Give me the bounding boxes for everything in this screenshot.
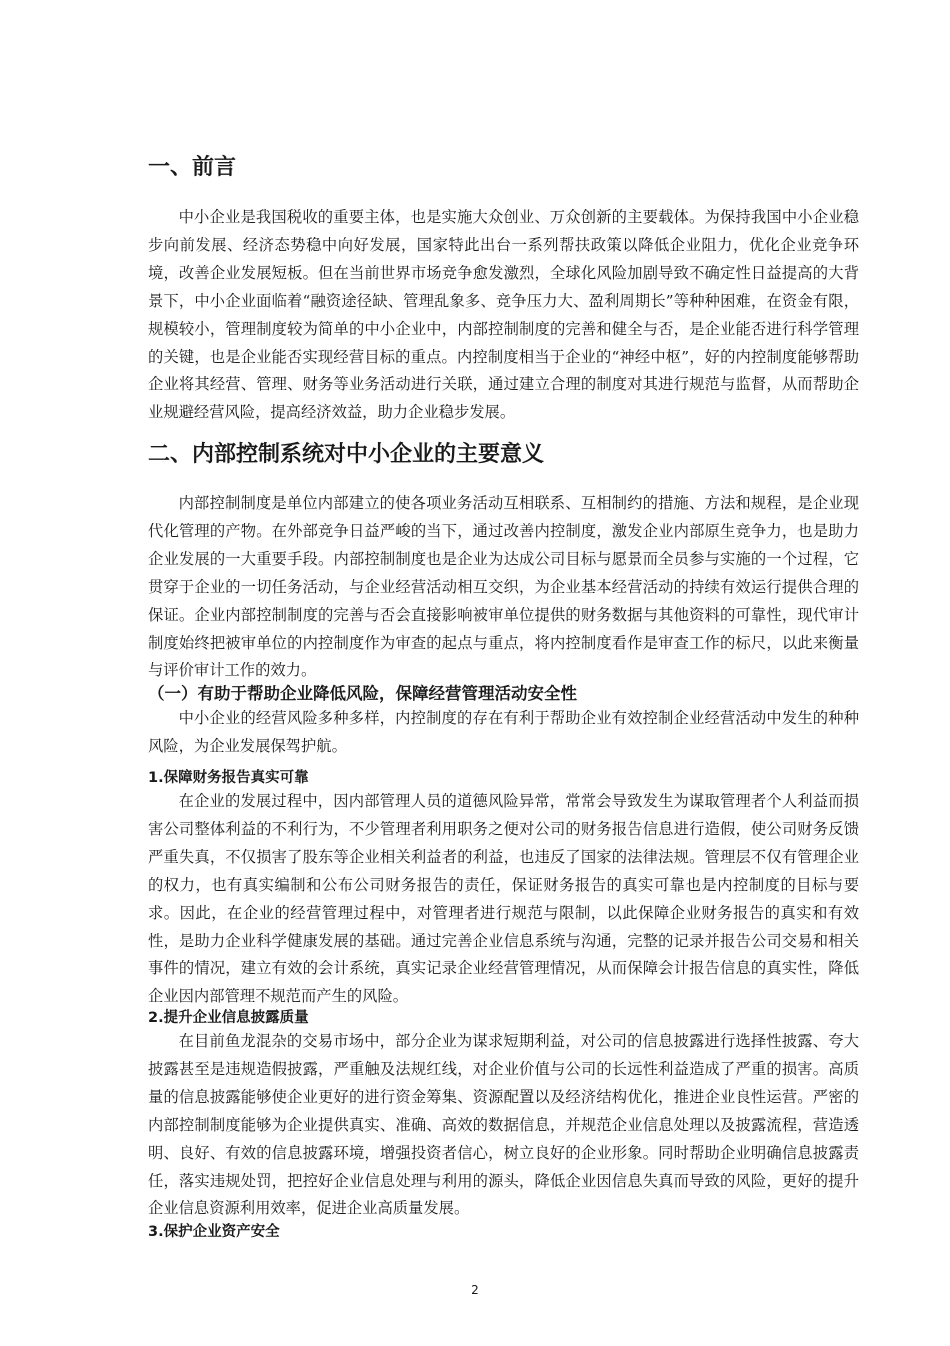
item-heading-asset-security: 3.保护企业资产安全 xyxy=(148,1224,280,1240)
section-heading-preface: 一、前言 xyxy=(148,155,237,180)
financial-report-paragraph: 在企业的发展过程中，因内部管理人员的道德风险异常，常常会导致发生为谋取管理者个人利益而损害公司整体利益的不利行为，不少管理者利用职务之便对公司的财务报告信息进行造假，使公司财务反馈严重失真，不仅损害了股东等企业相关利益者的利益，也违反了国家的法律法规。管理层不仅有管理企业的权力，也有真实编制和公布公司财务报告的责任，保证财务报告的真实可靠也是内控制度的目标与要求。因此，在企业的经营管理过程中，对管理者进行规范与限制，以此保障企业财务报告的真实和有效性，是助力企业科学健康发展的基础。通过完善企业信息系统与沟通，完整的记录并报告公司交易和相关事件的情况，建立有效的会计系统，真实记录企业经营管理情况，从而保障会计报告信息的真实性，降低企业因内部管理不规范而产生的风险。 xyxy=(148,792,859,1006)
section-heading-significance: 二、内部控制系统对中小企业的主要意义 xyxy=(148,442,545,467)
item-heading-disclosure: 2.提升企业信息披露质量 xyxy=(148,1010,309,1026)
page-number: 2 xyxy=(471,1283,479,1297)
subsection-heading-risk: （一）有助于帮助企业降低风险，保障经营管理活动安全性 xyxy=(148,684,577,703)
risk-intro-paragraph: 中小企业的经营风险多种多样，内控制度的存在有利于帮助企业有效控制企业经营活动中发生的种种风险，为企业发展保驾护航。 xyxy=(148,709,859,755)
significance-intro-paragraph: 内部控制制度是单位内部建立的使各项业务活动互相联系、互相制约的措施、方法和规程，是企业现代化管理的产物。在外部竞争日益严峻的当下，通过改善内控制度，激发企业内部原生竞争力，也是助力企业发展的一大重要手段。内部控制制度也是企业为达成公司目标与愿景而全员参与实施的一个过程，它贯穿于企业的一切任务活动，与企业经营活动相互交织，为企业基本经营活动的持续有效运行提供合理的保证。企业内部控制制度的完善与否会直接影响被审单位提供的财务数据与其他资料的可靠性，现代审计制度始终把被审单位的内控制度作为审查的起点与重点，将内控制度看作是审查工作的标尺，以此来衡量与评价审计工作的效力。 xyxy=(148,494,859,680)
item-heading-financial-report: 1.保障财务报告真实可靠 xyxy=(148,770,309,786)
preface-paragraph: 中小企业是我国税收的重要主体，也是实施大众创业、万众创新的主要载体。为保持我国中小企业稳步向前发展、经济态势稳中向好发展，国家特此出台一系列帮扶政策以降低企业阻力，优化企业竞争环境，改善企业发展短板。但在当前世界市场竞争愈发激烈，全球化风险加剧导致不确定性日益提高的大背景下，中小企业面临着“融资途径缺、管理乱象多、竞争压力大、盈利周期长”等种种困难，在资金有限，规模较小，管理制度较为简单的中小企业中，内部控制制度的完善和健全与否，是企业能否进行科学管理的关键，也是企业能否实现经营目标的重点。内控制度相当于企业的“神经中枢”，好的内控制度能够帮助企业将其经营、管理、财务等业务活动进行关联，通过建立合理的制度对其进行规范与监督，从而帮助企业规避经营风险，提高经济效益，助力企业稳步发展。 xyxy=(148,208,859,422)
disclosure-paragraph: 在目前鱼龙混杂的交易市场中，部分企业为谋求短期利益，对公司的信息披露进行选择性披露、夸大披露甚至是违规造假披露，严重触及法规红线，对企业价值与公司的长远性利益造成了严重的损害。高质量的信息披露能够使企业更好的进行资金筹集、资源配置以及经济结构优化，推进企业良性运营。严密的内部控制制度能够为企业提供真实、准确、高效的数据信息，并规范企业信息处理以及披露流程，营造透明、良好、有效的信息披露环境，增强投资者信心，树立良好的企业形象。同时帮助企业明确信息披露责任，落实违规处罚，把控好企业信息处理与利用的源头，降低企业因信息失真而导致的风险，更好的提升企业信息资源利用效率，促进企业高质量发展。 xyxy=(148,1032,859,1218)
